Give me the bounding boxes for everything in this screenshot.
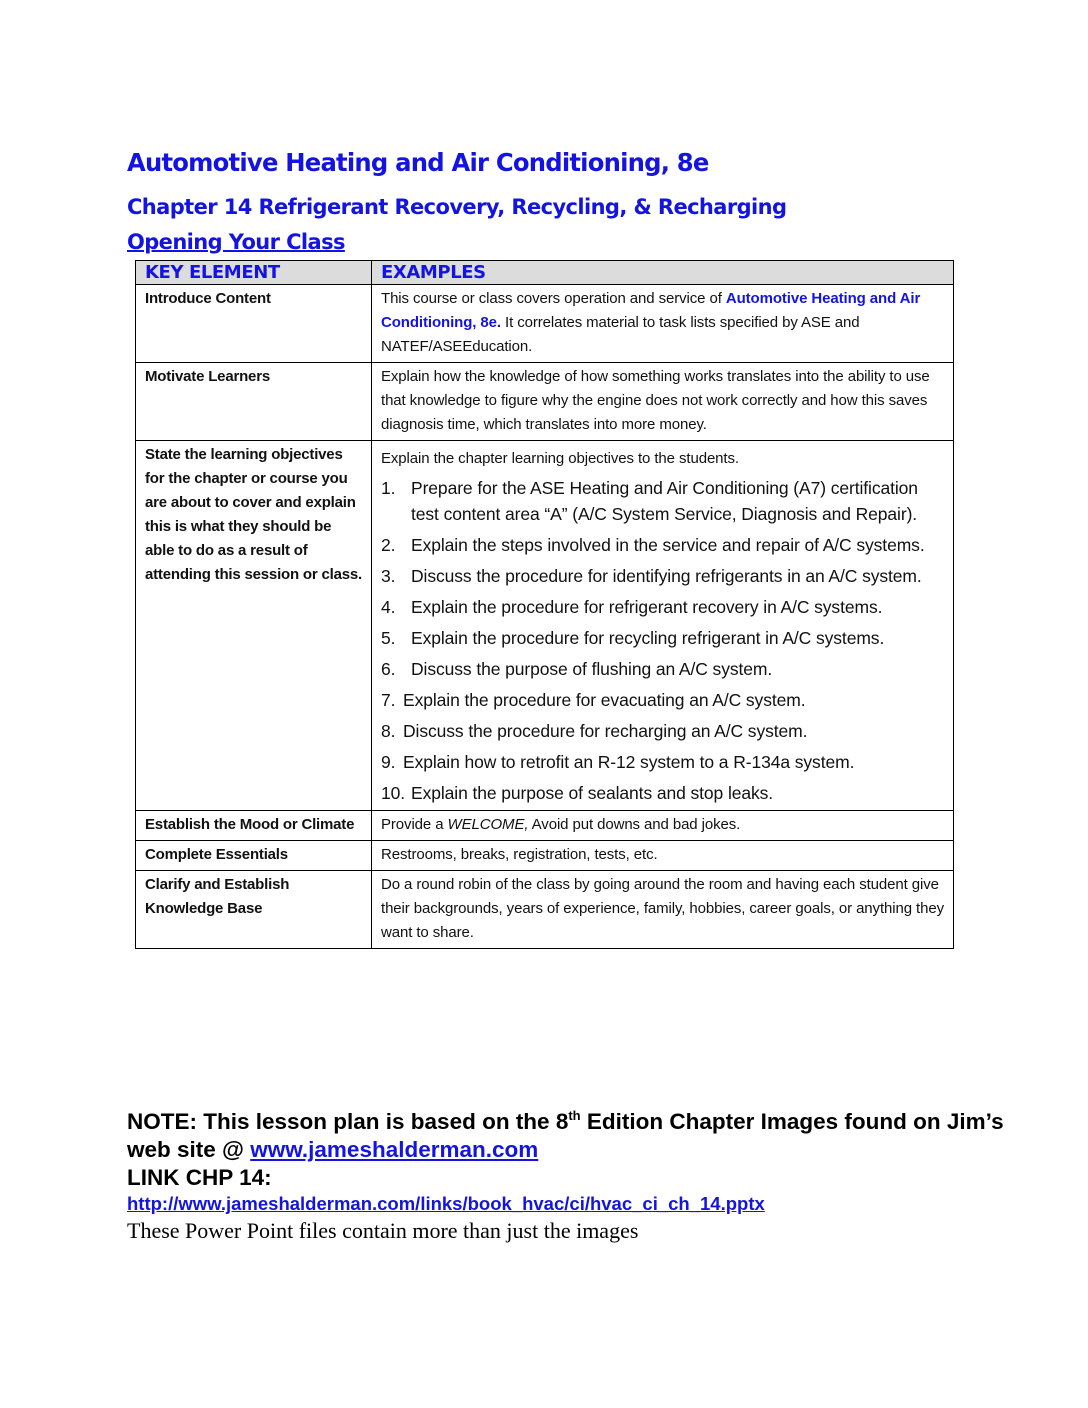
example-text: It correlates material to task lists specified by ASE and NATEF/ASEEducation.	[381, 314, 860, 355]
table-row	[136, 811, 954, 841]
objectives-list	[381, 475, 944, 806]
closing-sentence: These Power Point files contain more than just the images	[127, 1218, 639, 1243]
key-element-cell: Clarify and Establish Knowledge Base	[136, 871, 372, 949]
section-heading: Opening Your Class	[127, 230, 345, 254]
note-text: Edition Chapter Images found on Jim’s web site @	[127, 1109, 1004, 1162]
list-item	[381, 594, 944, 620]
list-item	[381, 532, 944, 558]
table-row	[136, 841, 954, 871]
chapter-pptx-link[interactable]: http://www.jameshalderman.com/links/book_hvac/ci/hvac_ci_ch_14.pptx	[127, 1193, 765, 1214]
book-title-highlight: Automotive Heating and Air Conditioning, 8e.	[381, 290, 921, 331]
list-number: 8.	[381, 721, 396, 741]
list-text: Prepare for the ASE Heating and Air Conditioning (A7) certification test content area “A” (A/C System Service, Diagnosis and Repair).	[411, 478, 918, 524]
example-cell	[372, 811, 954, 841]
list-text: Discuss the purpose of flushing an A/C system.	[411, 659, 773, 679]
list-number: 10.	[381, 783, 406, 803]
table-row	[136, 285, 954, 363]
table-row	[136, 871, 954, 949]
list-item	[381, 563, 944, 589]
list-number: 5.	[381, 628, 396, 648]
list-text: Explain the procedure for refrigerant recovery in A/C systems.	[411, 597, 883, 617]
table-header-row	[136, 261, 954, 285]
list-number: 2.	[381, 535, 396, 555]
objectives-intro: Explain the chapter learning objectives to the students.	[381, 450, 739, 467]
list-item	[381, 718, 944, 744]
list-text: Discuss the procedure for identifying refrigerants in an A/C system.	[411, 566, 922, 586]
example-text: Avoid put downs and bad jokes.	[528, 816, 741, 833]
list-text: Discuss the procedure for recharging an A/C system.	[403, 721, 808, 741]
key-element-cell: Complete Essentials	[136, 841, 372, 871]
list-item	[381, 475, 944, 527]
example-text: Provide a	[381, 816, 448, 833]
list-item	[381, 749, 944, 775]
chapter-heading: Chapter 14 Refrigerant Recovery, Recycling, & Recharging	[127, 195, 787, 219]
example-cell: Explain how the knowledge of how something works translates into the ability to use that knowledge to figure why the engine does not work correctly and how this saves diagnosis time, which translates into more money.	[372, 363, 954, 441]
list-item	[381, 625, 944, 651]
list-number: 3.	[381, 566, 396, 586]
list-text: Explain the purpose of sealants and stop leaks.	[411, 783, 774, 803]
column-header-key-element: KEY ELEMENT	[136, 261, 372, 285]
list-text: Explain the steps involved in the service and repair of A/C systems.	[411, 535, 925, 555]
key-element-cell: Establish the Mood or Climate	[136, 811, 372, 841]
document-title: Automotive Heating and Air Conditioning, 8e	[127, 148, 709, 177]
chapter-link-line	[127, 1193, 765, 1215]
list-text: Explain the procedure for recycling refrigerant in A/C systems.	[411, 628, 885, 648]
list-item	[381, 656, 944, 682]
example-cell	[372, 285, 954, 363]
list-number: 6.	[381, 659, 396, 679]
list-number: 9.	[381, 752, 396, 772]
key-element-cell: Motivate Learners	[136, 363, 372, 441]
list-item	[381, 780, 944, 806]
list-text: Explain the procedure for evacuating an A/C system.	[403, 690, 806, 710]
key-element-cell: Introduce Content	[136, 285, 372, 363]
example-cell	[372, 441, 954, 811]
lesson-plan-table	[135, 260, 954, 949]
example-cell: Restrooms, breaks, registration, tests, etc.	[372, 841, 954, 871]
ordinal-superscript: th	[568, 1108, 581, 1123]
website-link[interactable]: www.jameshalderman.com	[250, 1137, 539, 1162]
table-row	[136, 441, 954, 811]
note-paragraph	[127, 1108, 1007, 1192]
note-text: NOTE: This lesson plan is based on the 8	[127, 1109, 569, 1134]
example-text: This course or class covers operation and service of	[381, 290, 726, 307]
list-text: Explain how to retrofit an R-12 system to a R-134a system.	[403, 752, 855, 772]
welcome-emphasis: WELCOME,	[447, 816, 529, 833]
column-header-examples: EXAMPLES	[372, 261, 954, 285]
chapter-link-label: LINK CHP 14:	[127, 1165, 272, 1190]
list-number: 1.	[381, 478, 396, 498]
key-element-cell: State the learning objectives for the chapter or course you are about to cover and explain this is what they should be able to do as a result of attending this session or class.	[136, 441, 372, 811]
example-cell: Do a round robin of the class by going around the room and having each student give their backgrounds, years of experience, family, hobbies, career goals, or anything they want to share.	[372, 871, 954, 949]
list-number: 4.	[381, 597, 396, 617]
list-item	[381, 687, 944, 713]
list-number: 7.	[381, 690, 396, 710]
table-row	[136, 363, 954, 441]
